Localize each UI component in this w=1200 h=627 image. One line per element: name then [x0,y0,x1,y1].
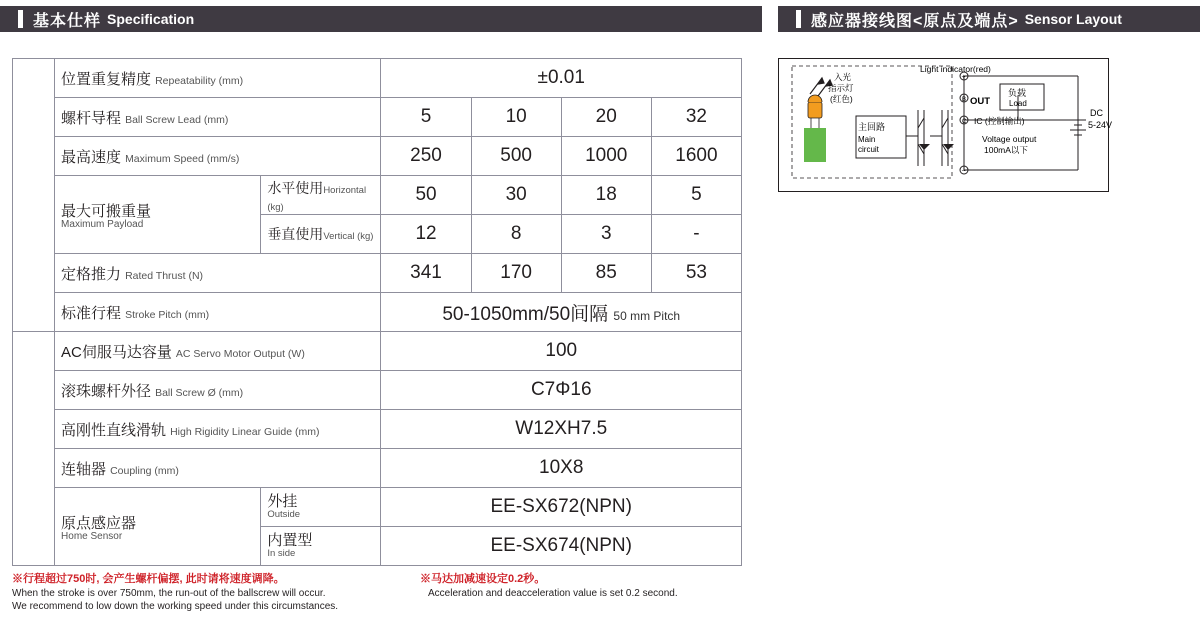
terminal-c: C [962,119,967,125]
stroke-pitch-main: 50-1050mm/50间隔 [442,303,609,325]
cell-horizontal-2: 30 [471,176,561,215]
side-label-parts [13,332,55,566]
side-label-spec-en: Spec [20,214,47,227]
table-row [13,98,742,137]
specification-table-container [12,58,742,566]
row-label-repeatability [55,59,381,98]
cell-thrust-2: 170 [471,254,561,293]
footnote-right-en: Acceleration and deacceleration value is set 0.2 second. [428,587,678,599]
row-label-cn: AC伺服马达容量 [61,343,172,361]
cell-vertical-3: 3 [561,215,651,254]
table-row [13,410,742,449]
light-indicator-label: Light indicator(red) [920,64,991,74]
cell-lead-2: 10 [471,98,561,137]
sub-label-cn: 外挂 [267,492,298,510]
specification-table [12,58,742,566]
cell-lead-4: 32 [651,98,741,137]
row-label-ball-screw-diameter [55,371,381,410]
section-header-sensor-layout [778,6,1200,32]
footnote-right [420,572,840,600]
row-label-en: Ball Screw Lead (mm) [125,113,229,126]
cell-speed-2: 500 [471,137,561,176]
sub-label-en: Horizontal (kg) [267,184,367,213]
cell-horizontal-3: 18 [561,176,651,215]
side-label-spec [13,59,55,332]
sensor-layout-diagram [778,58,1190,203]
header-accent-bar [796,10,801,28]
row-label-cn: 定格推力 [61,265,122,283]
row-label-en: Repeatability (mm) [155,74,244,87]
row-label-en: Ball Screw Ø (mm) [155,386,244,399]
light-cn-3: (红色) [830,94,853,104]
row-label-rated-thrust [55,254,381,293]
header-title-en: Specification [107,11,195,27]
cell-thrust-3: 85 [561,254,651,293]
row-value-ball-screw-diameter: C7Φ16 [381,371,742,410]
stroke-pitch-sub: 50 mm Pitch [613,308,681,323]
transistor-symbols [906,110,954,166]
row-label-linear-guide [55,410,381,449]
table-row [13,449,742,488]
side-label-parts-cn: 部品 [22,416,45,462]
table-row [13,488,742,527]
row-value-coupling: 10X8 [381,449,742,488]
main-circuit-label-en1: Main [858,135,876,144]
table-row [13,371,742,410]
terminal-plus: + [961,74,966,81]
cell-speed-1: 250 [381,137,471,176]
row-value-stroke-pitch [381,293,742,332]
cell-horizontal-4: 5 [651,176,741,215]
row-label-en: Stroke Pitch (mm) [125,308,210,321]
cell-speed-3: 1000 [561,137,651,176]
row-label-home-sensor [55,488,261,566]
cell-lead-3: 20 [561,98,651,137]
table-row [13,332,742,371]
sub-label-cn: 垂直使用 [267,226,324,242]
row-label-cn: 滚珠螺杆外径 [61,382,152,400]
voltage-current-label: 100mA以下 [984,145,1028,155]
row-label-ball-screw-lead [55,98,381,137]
dc-label: DC [1090,108,1103,118]
footnote-right-cn: ※马达加减速设定0.2秒。 [420,573,546,585]
row-label-en: Coupling (mm) [110,464,179,477]
table-row [13,254,742,293]
load-label-cn: 负载 [1008,88,1027,98]
row-value-ac-servo-motor: 100 [381,332,742,371]
cell-vertical-1: 12 [381,215,471,254]
row-value-linear-guide: W12XH7.5 [381,410,742,449]
footnote-left-en2: We recommend to low down the working speed under this circumstances. [12,601,339,613]
sub-label-en: In side [267,547,296,559]
row-label-cn: 最大可搬重量 [61,202,152,220]
side-label-parts-en: Parts [20,467,47,480]
row-value-home-sensor-outside: EE-SX672(NPN) [381,488,742,527]
led-indicator-icon [808,95,822,128]
side-label-spec-cn: 规格 [22,162,45,208]
sub-label-cn: 内置型 [267,531,313,549]
row-label-cn: 最高速度 [61,148,122,166]
sub-label-outside [261,488,381,527]
header-title-cn: 基本仕样 [33,12,102,30]
row-label-en: AC Servo Motor Output (W) [175,347,305,360]
row-label-en: Maximum Payload [61,218,144,230]
sub-label-en: Vertical (kg) [323,231,374,242]
cell-thrust-4: 53 [651,254,741,293]
row-value-repeatability: ±0.01 [381,59,742,98]
row-label-cn: 标准行程 [61,304,122,322]
row-label-en: Maximum Speed (mm/s) [125,152,240,165]
cell-thrust-1: 341 [381,254,471,293]
table-row [13,293,742,332]
row-value-home-sensor-inside: EE-SX674(NPN) [381,527,742,566]
row-label-cn: 连轴器 [61,460,107,478]
dc-range-label: 5-24V [1088,120,1113,130]
row-label-en: Home Sensor [61,530,123,542]
ic-label: IC (控制输出) [974,116,1025,126]
sub-label-vertical [261,215,381,254]
table-row [13,59,742,98]
row-label-coupling [55,449,381,488]
row-label-en: Rated Thrust (N) [125,269,204,282]
row-label-cn: 原点感应器 [61,514,137,532]
row-label-maximum-payload [55,176,261,254]
sensor-diagram-svg [778,58,1190,203]
row-label-en: High Rigidity Linear Guide (mm) [170,425,320,438]
cell-vertical-4: - [651,215,741,254]
row-label-cn: 高刚性直线滑轨 [61,421,167,439]
cell-horizontal-1: 50 [381,176,471,215]
footnote-left-cn: ※行程超过750时, 会产生螺杆偏摆, 此时请将速度调降。 [12,573,285,585]
section-header-specification [0,6,762,32]
sub-label-inside [261,527,381,566]
out-label: OUT [970,96,991,107]
sub-label-horizontal [261,176,381,215]
row-label-cn: 位置重复精度 [61,70,152,88]
light-cn-1: 入光 [834,72,852,82]
cell-speed-4: 1600 [651,137,741,176]
load-label-en: Load [1009,99,1027,108]
sensor-header-title-cn: 感应器接线图<原点及端点> [811,12,1019,30]
cell-lead-1: 5 [381,98,471,137]
light-cn-2: 指示灯 [828,83,854,93]
main-circuit-label-en2: circuit [858,145,879,154]
voltage-output-label: Voltage output [982,134,1037,144]
table-row [13,137,742,176]
footnote-left-en1: When the stroke is over 750mm, the run-out of the ballscrew will occur. [12,587,326,599]
table-row [13,176,742,215]
row-label-cn: 螺杆导程 [61,109,122,127]
sub-label-en: Outside [267,508,301,520]
terminal-b: B [962,97,967,103]
header-accent-bar [18,10,23,28]
sub-label-cn: 水平使用 [267,179,324,196]
terminal-minus: − [961,168,966,175]
row-label-ac-servo-motor [55,332,381,371]
cell-vertical-2: 8 [471,215,561,254]
row-label-maximum-speed [55,137,381,176]
main-circuit-label-cn: 主回路 [858,122,886,132]
row-label-stroke-pitch [55,293,381,332]
green-cable [804,128,826,162]
sensor-header-title-en: Sensor Layout [1024,11,1122,27]
